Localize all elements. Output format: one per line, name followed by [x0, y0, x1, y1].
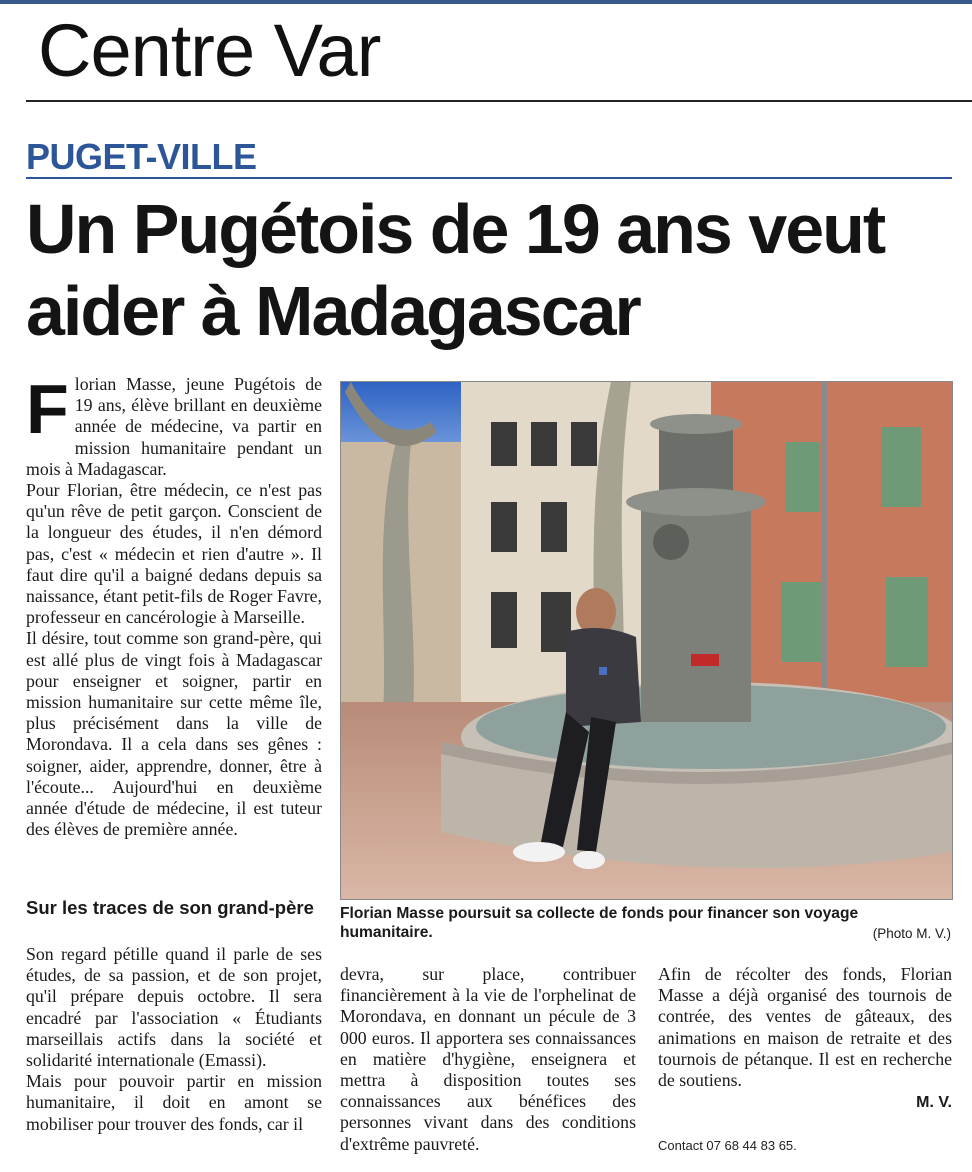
paragraph-5: Mais pour pouvoir partir en mission humanitaire, il doit en amont se mobiliser pour trouver des fonds, car il — [26, 1071, 322, 1134]
section-title: Centre Var — [38, 9, 381, 92]
paragraph-2: Pour Florian, être médecin, ce n'est pas qu'un rêve de petit garçon. Conscient de la longueur des études, il n'en démord pas, c'est « médecin et rien d'autre ». Il faut dire qu'il a baigné dedans depuis sa naissance, étant petit-fils de Roger Favre, professeur en cancérologie à Marseille. — [26, 480, 322, 628]
kicker: PUGET-VILLE — [26, 136, 257, 177]
column-1-continued — [26, 944, 322, 1135]
column-3-text: Afin de récolter des fonds, Florian Masse a déjà organisé des tournois de contrée, des ventes de gâteaux, des animations en maison de retraite et des tournois de pétanque. Il est en recherche de soutiens. — [658, 964, 952, 1091]
column-3 — [658, 964, 952, 1091]
subheading: Sur les traces de son grand-père — [26, 897, 314, 918]
paragraph-3: Il désire, tout comme son grand-père, qui est allé plus de vingt fois à Madagascar pour enseigner et soigner, partir en mission humanitaire sur cette même île, plus précisément dans la ville de Morondava. Il a cela dans ses gênes : soigner, aider, apprendre, donner, être à l'écoute... Aujourd'hui en deuxième année d'étude de médecine, il est tuteur des élèves de première année. — [26, 628, 322, 840]
article-photo — [340, 381, 953, 900]
kicker-divider — [26, 177, 952, 179]
fountain-photo-illustration — [341, 382, 952, 899]
drop-cap: F — [26, 370, 69, 448]
contact-line: Contact 07 68 44 83 65. — [658, 1138, 797, 1153]
photo-caption: Florian Masse poursuit sa collecte de fonds pour financer son voyage humanitaire. — [340, 905, 859, 941]
author-signature: M. V. — [916, 1094, 952, 1111]
headline: Un Pugétois de 19 ans veut aider à Madagascar — [26, 190, 885, 350]
column-1 — [26, 370, 322, 840]
top-rule — [0, 0, 972, 4]
lead-paragraph: lorian Masse, jeune Pugétois de 19 ans, élève brillant en deuxième année de médecine, va partir en mission humanitaire pendant un mois à Madagascar. — [26, 374, 322, 479]
column-2-text: devra, sur place, contribuer financièrement à la vie de l'orphelinat de Morondava, en donnant un pécule de 3 000 euros. Il apportera ses connaissances en matière d'hygiène, enseignera et mettra à disposition toutes ses connaissances aux bénéfices des personnes vivant dans des conditions d'extrême pauvreté. — [340, 964, 636, 1154]
paragraph-4: Son regard pétille quand il parle de ses études, de sa passion, et de son projet, qu'il prépare depuis octobre. Il sera encadré par l'association « Étudiants marseillais actifs dans la société et solidarité internationale (Emassi). — [26, 944, 322, 1071]
section-divider — [26, 100, 972, 102]
column-2 — [340, 964, 636, 1155]
photo-credit: (Photo M. V.) — [872, 926, 951, 941]
